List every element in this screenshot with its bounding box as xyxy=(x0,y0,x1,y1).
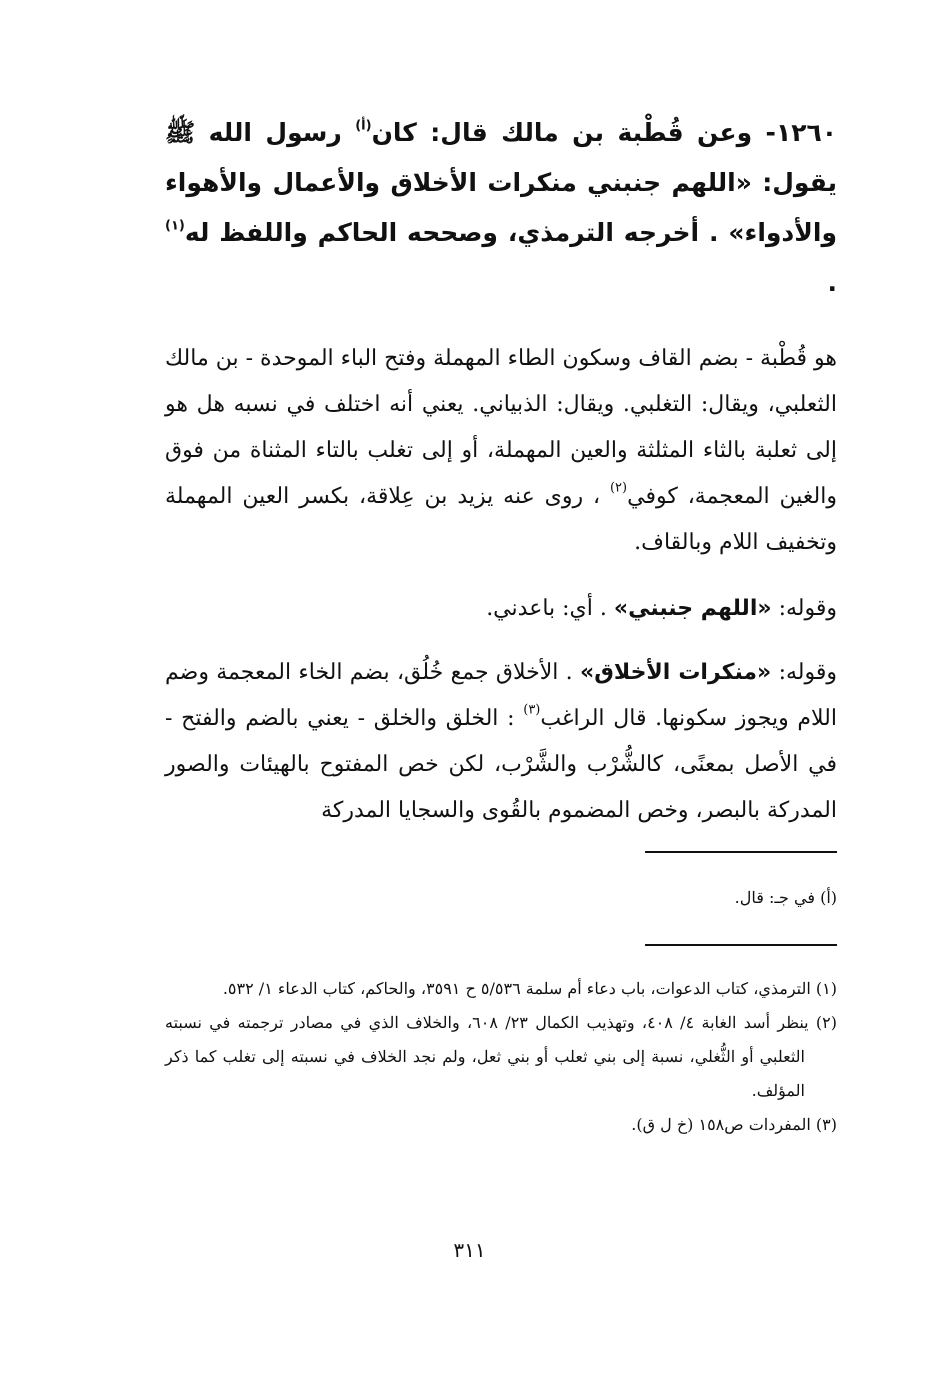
footnote-1: (١) الترمذي، كتاب الدعوات، باب دعاء أم سلمة ٥/٥٣٦ ح ٣٥٩١، والحاكم، كتاب الدعاء ١/ ٥٣٢. xyxy=(222,979,837,998)
footnotes-list xyxy=(165,972,837,1142)
footnote-variant: (أ) في جـ: قال. xyxy=(734,888,837,907)
footnote-ref-2[interactable]: (٢) xyxy=(609,480,628,496)
footnote-2: (٢) ينظر أسد الغابة ٤/ ٤٠٨، وتهذيب الكمال ٢٣/ ٦٠٨، والخلاف الذي في مصادر ترجمته في نسبته الثعلبي أو الثُّغلي، نسبة إلى بني ثعلب أو بني ثعل، ولم نجد الخلاف في نسبته إلى تغلب كما ذكر المؤلف. xyxy=(165,1013,838,1100)
hadith-number: ١٢٦٠ xyxy=(775,118,837,147)
commentary-paragraph-janibni: وقوله: «اللهم جنبني» . أي: باعدني. xyxy=(486,596,837,621)
page-number: ٣١١ xyxy=(453,1238,486,1262)
commentary-paragraph-akhlaq: وقوله: «منكرات الأخلاق» . الأخلاق جمع خُلُق، بضم الخاء المعجمة وضم اللام ويجوز سكونها. قال الراغب$^{(٣)}$ : الخلق والخلق - يعني بالضم والفتح - في الأصل بمعنًى، كالشُّرْب والشَّرْب، لكن خص المفتوح بالهيئات والصور المدركة بالبصر، وخص المضموم بالقُوى والسجايا المدركة xyxy=(165,660,837,823)
quoted-phrase: «منكرات الأخلاق» xyxy=(579,660,772,685)
footnote-ref-3[interactable]: (٣) xyxy=(523,702,541,718)
footnote-divider-sources xyxy=(645,944,837,946)
hadith-text: ١٢٦٠- وعن قُطْبة بن مالك قال: كان$^{(أ)}$ رسول الله ﷺ يقول: «اللهم جنبني منكرات الأخلاق والأعمال والأهواء والأدواء» . أخرجه الترمذي، وصححه الحاكم واللفظ له$^{(١)}$ . xyxy=(165,118,837,297)
main-text xyxy=(165,108,837,834)
footnote-ref-1[interactable]: (١) xyxy=(165,218,185,234)
footnote-divider-variant xyxy=(645,851,837,853)
footnote-3: (٣) المفردات ص١٥٨ (خ ل ق). xyxy=(631,1115,837,1134)
quoted-phrase: «اللهم جنبني» xyxy=(613,596,772,621)
commentary-paragraph-narrator: هو قُطْبة - بضم القاف وسكون الطاء المهملة وفتح الباء الموحدة - بن مالك الثعلبي، ويقال: التغلبي. ويقال: الذبياني. يعني أنه اختلف في نسبه هل هو إلى ثعلبة بالثاء المثلثة والعين المهملة، أو إلى تغلب بالتاء المثناة من فوق والغين المعجمة، كوفي$^{(٢)}$ ، روى عنه يزيد بن عِلاقة، بكسر العين المهملة وتخفيف اللام وبالقاف. xyxy=(165,346,837,555)
footnote-ref-a[interactable]: (أ) xyxy=(355,118,372,134)
